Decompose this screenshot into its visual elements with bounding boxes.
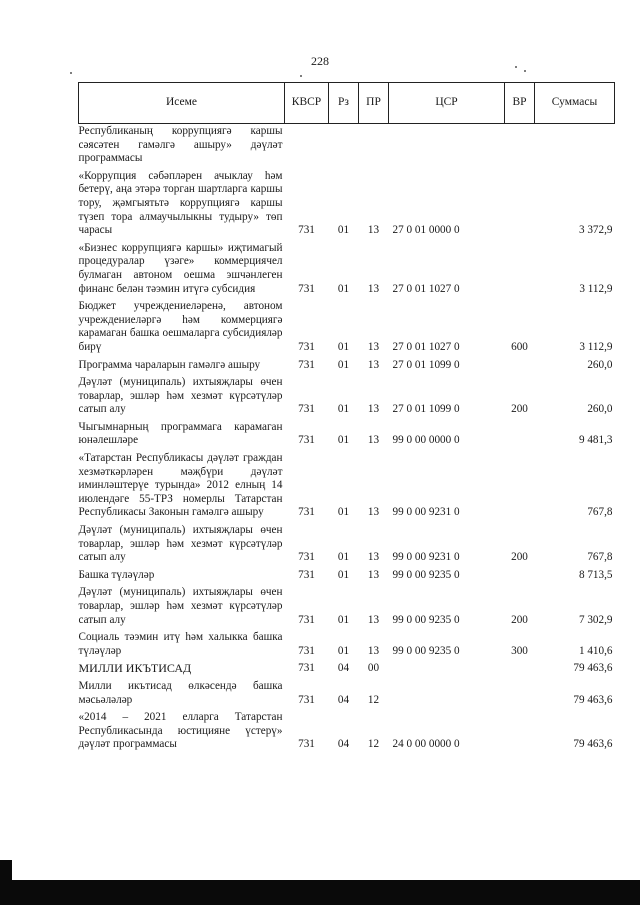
row-vr <box>505 241 535 299</box>
row-rz: 01 <box>337 506 350 519</box>
row-kvsr: 731 <box>298 644 315 657</box>
scan-speck <box>300 75 302 77</box>
scan-speck <box>524 70 526 72</box>
row-kvsr: 731 <box>298 551 315 564</box>
row-kvsr: 731 <box>298 568 315 581</box>
row-name: «Коррупция сәбәпләрен ачыклау һәм бетерү, аңа этәрә торган шартларга каршы тору, җәмгыятьтә коррупциягә каршы түзеп тора алмаучылыкны тудыру» төп чарасы <box>78 169 283 237</box>
row-csr: 27 0 01 0000 0 <box>392 224 460 237</box>
row-sum: 767,8 <box>587 506 613 519</box>
row-name: Чыгымнарның программага карамаган юнәлешләре <box>78 420 283 447</box>
row-name: «2014 – 2021 елларга Татарстан Республикасында юстицияне үстерү» дәүләт программасы <box>78 711 283 751</box>
row-pr: 13 <box>367 506 380 519</box>
row-pr: 13 <box>367 282 380 295</box>
table-row <box>79 375 615 420</box>
row-csr: 99 0 00 9231 0 <box>392 506 460 519</box>
row-kvsr: 731 <box>298 434 315 447</box>
table-row <box>79 523 615 568</box>
row-pr: 13 <box>367 403 380 416</box>
row-sum: 260,0 <box>587 358 613 371</box>
scan-speck <box>70 72 72 74</box>
row-pr: 13 <box>367 340 380 353</box>
row-sum: 3 112,9 <box>579 340 613 353</box>
row-vr <box>505 451 535 523</box>
row-csr: 27 0 01 1099 0 <box>392 358 460 371</box>
row-kvsr: 731 <box>298 662 315 675</box>
row-pr: 12 <box>367 693 380 706</box>
row-kvsr: 731 <box>298 693 315 706</box>
row-rz: 01 <box>337 403 350 416</box>
row-rz <box>329 124 359 169</box>
row-csr: 24 0 00 0000 0 <box>392 738 460 751</box>
row-kvsr: 731 <box>298 738 315 751</box>
row-name: Программа чараларын гамәлгә ашыру <box>78 358 261 371</box>
row-pr <box>359 124 389 169</box>
page-number: 228 <box>311 54 329 68</box>
row-pr: 13 <box>367 434 380 447</box>
row-vr <box>505 420 535 451</box>
row-name: Социаль тәэмин итү һәм халыкка башка түләүләр <box>78 631 283 657</box>
row-vr <box>505 358 535 376</box>
row-vr <box>505 169 535 241</box>
table-row <box>79 420 615 451</box>
row-csr: 99 0 00 9235 0 <box>392 568 460 581</box>
table-row <box>79 124 615 169</box>
row-csr <box>389 661 505 679</box>
header-csr: ЦСР <box>389 83 505 124</box>
row-kvsr: 731 <box>298 613 315 626</box>
row-sum: 3 112,9 <box>579 282 613 295</box>
row-pr: 00 <box>367 662 380 675</box>
scan-edge-left <box>0 860 12 880</box>
row-name: Милли икътисад өлкәсендә башка мәсьәләләр <box>78 679 283 706</box>
row-vr: 200 <box>511 551 528 564</box>
row-pr: 13 <box>367 358 380 371</box>
table-row <box>79 241 615 299</box>
row-csr <box>389 124 505 169</box>
row-kvsr: 731 <box>298 282 315 295</box>
row-name: «Бизнес коррупциягә каршы» иҗтимагый процедуралар үзәге» коммерциячел булмаган автоном оешма эшчәнлеген финанс белән тәэмин итүгә субсидия <box>78 241 283 295</box>
row-csr: 99 0 00 9235 0 <box>392 613 460 626</box>
header-kvsr: КВСР <box>285 83 329 124</box>
row-sum: 767,8 <box>587 551 613 564</box>
row-sum: 1 410,6 <box>578 644 613 657</box>
row-sum: 3 372,9 <box>578 224 613 237</box>
table-row <box>79 679 615 710</box>
row-vr <box>505 710 535 755</box>
row-pr: 12 <box>367 738 380 751</box>
row-vr: 600 <box>511 340 528 353</box>
row-vr <box>505 568 535 586</box>
row-name: Башка түләүләр <box>78 568 155 581</box>
row-csr: 99 0 00 9231 0 <box>392 551 460 564</box>
row-vr <box>505 124 535 169</box>
row-kvsr: 731 <box>298 340 315 353</box>
row-sum <box>535 124 615 169</box>
table-row <box>79 710 615 755</box>
row-sum: 79 463,6 <box>573 738 613 751</box>
header-rz: Рз <box>329 83 359 124</box>
row-rz: 01 <box>337 282 350 295</box>
row-kvsr: 731 <box>298 506 315 519</box>
row-rz: 04 <box>337 662 350 675</box>
row-pr: 13 <box>367 551 380 564</box>
row-pr: 13 <box>367 613 380 626</box>
row-sum: 9 481,3 <box>578 434 613 447</box>
row-sum: 260,0 <box>587 403 613 416</box>
row-sum: 8 713,5 <box>578 568 613 581</box>
row-rz: 01 <box>337 224 350 237</box>
row-sum: 79 463,6 <box>573 662 613 675</box>
row-pr: 13 <box>367 644 380 657</box>
row-csr: 99 0 00 0000 0 <box>392 434 460 447</box>
row-vr <box>505 661 535 679</box>
row-sum: 7 302,9 <box>578 613 613 626</box>
table-row <box>79 169 615 241</box>
header-vr: ВР <box>505 83 535 124</box>
table-row <box>79 568 615 586</box>
row-kvsr: 731 <box>298 358 315 371</box>
row-name: «Татарстан Республикасы дәүләт граждан хезмәткәрләрен мәҗбүри дәүләт иминләштерүе турында» 2012 елның 14 июлендәге 55-ТРЗ номерлы Татарстан Республикасы Законын гамәлгә ашыру <box>78 452 283 519</box>
row-name: Дәүләт (муниципаль) ихтыяҗлары өчен товарлар, эшләр һәм хезмәт күрсәтүләр сатып алу <box>78 376 283 416</box>
row-csr: 27 0 01 1027 0 <box>392 340 460 353</box>
row-rz: 01 <box>337 340 350 353</box>
row-name: Дәүләт (муниципаль) ихтыяҗлары өчен товарлар, эшләр һәм хезмәт күрсәтүләр сатып алу <box>78 524 283 564</box>
row-name: Республиканың коррупциягә каршы сәясәтен гамәлгә ашыру» дәүләт программасы <box>78 125 283 165</box>
table-row <box>79 585 615 630</box>
scan-speck <box>515 66 517 68</box>
row-rz: 04 <box>337 693 350 706</box>
table-row <box>79 299 615 357</box>
row-name: Дәүләт (муниципаль) ихтыяҗлары өчен товарлар, эшләр һәм хезмәт күрсәтүләр сатып алу <box>78 586 283 626</box>
scan-edge-bottom <box>0 880 640 905</box>
row-rz: 01 <box>337 613 350 626</box>
row-vr <box>505 679 535 710</box>
header-sum: Суммасы <box>535 83 615 124</box>
row-csr: 27 0 01 1027 0 <box>392 282 460 295</box>
row-rz: 01 <box>337 358 350 371</box>
row-vr: 300 <box>511 644 528 657</box>
row-rz: 01 <box>337 434 350 447</box>
header-pr: ПР <box>359 83 389 124</box>
row-kvsr <box>285 124 329 169</box>
row-sum: 79 463,6 <box>573 693 613 706</box>
table-row <box>79 661 615 679</box>
row-vr: 200 <box>511 403 528 416</box>
table-row <box>79 358 615 376</box>
row-csr <box>389 679 505 710</box>
row-rz: 04 <box>337 738 350 751</box>
budget-table <box>78 82 615 755</box>
row-kvsr: 731 <box>298 224 315 237</box>
row-name: Бюджет учреждениеләренә, автоном учреждениеләргә һәм коммерциягә карамаган башка оешмаларга субсидияләр бирү <box>78 300 283 353</box>
table-header-row <box>79 83 615 124</box>
row-kvsr: 731 <box>298 403 315 416</box>
row-name: МИЛЛИ ИКЪТИСАД <box>78 661 192 676</box>
row-pr: 13 <box>367 224 380 237</box>
header-name: Исеме <box>79 83 285 124</box>
row-pr: 13 <box>367 568 380 581</box>
row-rz: 01 <box>337 551 350 564</box>
row-csr: 99 0 00 9235 0 <box>392 644 460 657</box>
table-row <box>79 630 615 661</box>
row-vr: 200 <box>511 613 528 626</box>
row-csr: 27 0 01 1099 0 <box>392 403 460 416</box>
table-row <box>79 451 615 523</box>
row-rz: 01 <box>337 568 350 581</box>
row-rz: 01 <box>337 644 350 657</box>
